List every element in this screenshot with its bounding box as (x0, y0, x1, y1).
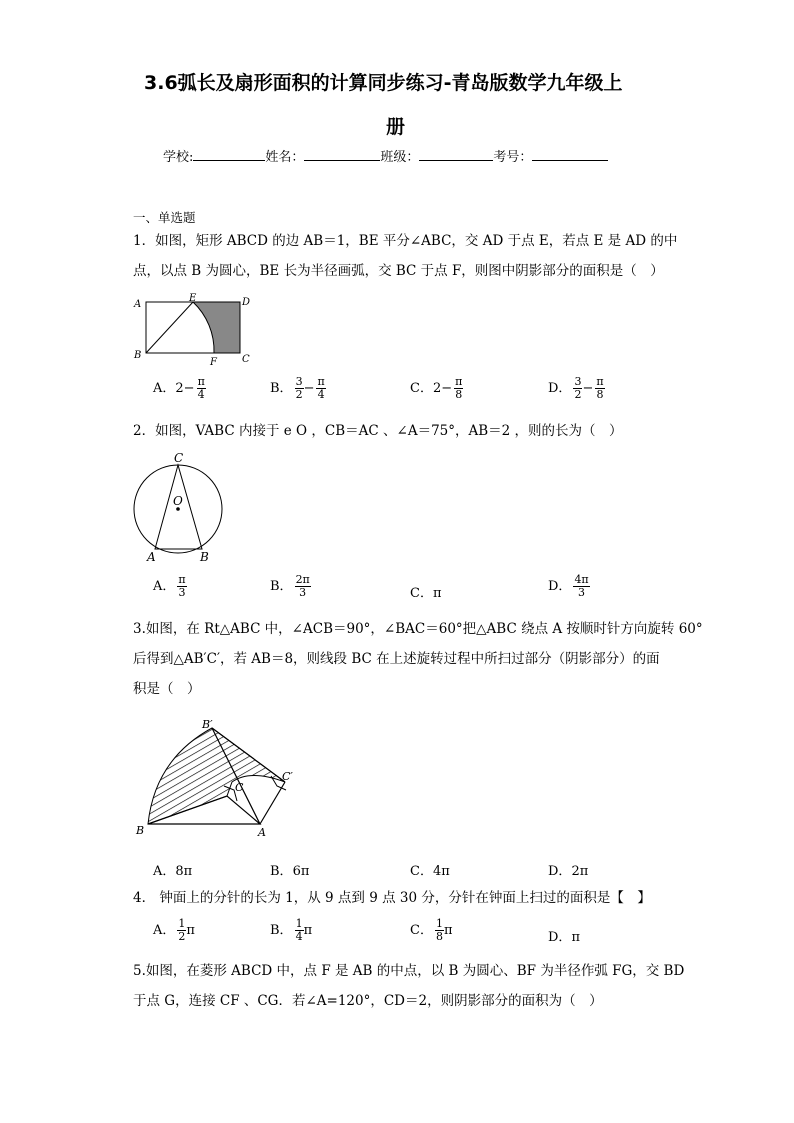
q3-line-1: 3.如图，在 Rt△ABC 中，∠ACB＝90°，∠BAC＝60°把△ABC 绕点 A 按顺时针方向旋转 60° (133, 621, 703, 637)
class-label: 班级： (380, 150, 420, 165)
q3-label-b: B (136, 824, 145, 837)
q2-option-c[interactable]: C．π (410, 586, 442, 601)
q1-option-d[interactable]: D． $\frac{3}{2}$ − $\frac{\pi}{8}$ (548, 375, 604, 401)
q5-line-1: 5.如图，在菱形 ABCD 中，点 F 是 AB 的中点，以 B 为圆心、BF 为半径作弧 FG，交 BD (133, 963, 685, 979)
q2-line-1: 2．如图，VABC 内接于 e O ，CB＝AC 、∠A＝75°，AB＝2 ，则的长为（ ） (133, 423, 623, 439)
q4-line-1: 4． 钟面上的分针的长为 1，从 9 点到 9 点 30 分，分针在钟面上扫过的面积是【 】 (133, 890, 651, 906)
q2-option-b[interactable]: B． $\frac{2\pi}{3}$ (270, 573, 310, 599)
q1-figure (128, 292, 258, 368)
q2-label-c: C (174, 451, 184, 465)
q3-label-c-prime: C′ (282, 770, 293, 783)
q5-line-2: 于点 G，连接 CF 、CG．若∠A=120°，CD＝2，则阴影部分的面积为（ ） (133, 993, 603, 1009)
q4-option-c[interactable]: C． $\frac{1}{8}$ π (410, 917, 453, 943)
q2-label-b: B (200, 550, 209, 564)
q1-label-e: E (189, 293, 197, 304)
q1-line-1: 1．如图，矩形 ABCD 的边 AB＝1，BE 平分∠ABC，交 AD 于点 E，若点 E 是 AD 的中 (133, 233, 678, 249)
q1-label-c: C (242, 354, 250, 365)
q3-line-3: 积是（ ） (133, 681, 201, 697)
q1-option-a[interactable]: A．2− $\frac{\pi}{4}$ (153, 375, 205, 401)
number-blank[interactable] (532, 148, 608, 161)
q2-figure (126, 448, 232, 566)
q3-label-c: C (235, 781, 244, 794)
q2-option-a[interactable]: A． $\frac{\pi}{3}$ (153, 573, 186, 599)
name-label: 姓名： (265, 150, 305, 165)
title-line-2: 册 (386, 116, 406, 138)
q1-option-b[interactable]: B． $\frac{3}{2}$ − $\frac{\pi}{4}$ (270, 375, 325, 401)
q2-label-o: O (173, 494, 183, 508)
q4-option-a[interactable]: A． $\frac{1}{2}$ π (153, 917, 195, 943)
q1-label-b: B (134, 350, 142, 361)
q1-label-f: F (210, 357, 217, 368)
student-info-row (163, 146, 608, 165)
school-label: 学校: (163, 150, 194, 165)
q3-label-b-prime: B′ (202, 718, 213, 731)
school-blank[interactable] (193, 148, 265, 161)
q3-option-d[interactable]: D．2π (548, 864, 589, 879)
number-label: 考号： (493, 150, 533, 165)
q3-option-c[interactable]: C．4π (410, 864, 450, 879)
q1-label-d: D (242, 297, 251, 308)
q1-label-a: A (134, 299, 142, 310)
q2-option-d[interactable]: D． $\frac{4\pi}{3}$ (548, 573, 589, 599)
class-blank[interactable] (419, 148, 493, 161)
q3-option-a[interactable]: A．8π (153, 864, 193, 879)
q1-option-c[interactable]: C．2− $\frac{\pi}{8}$ (410, 375, 463, 401)
q2-label-a: A (147, 550, 156, 564)
q4-option-b[interactable]: B． $\frac{1}{4}$ π (270, 917, 313, 943)
q1-line-2: 点，以点 B 为圆心，BE 长为半径画弧，交 BC 于点 F，则图中阴影部分的面积是（ ） (133, 263, 664, 279)
q4-option-d[interactable]: D．π (548, 930, 580, 945)
name-blank[interactable] (304, 148, 380, 161)
section-heading: 一、单选题 (133, 210, 196, 225)
q3-label-a: A (258, 826, 266, 838)
title-line-1: 3.6弧长及扇形面积的计算同步练习-青岛版数学九年级上 (144, 72, 623, 94)
q3-figure (130, 714, 305, 838)
q3-option-b[interactable]: B．6π (270, 864, 310, 879)
q3-line-2: 后得到△AB′C′，若 AB＝8，则线段 BC 在上述旋转过程中所扫过部分（阴影部分）的面 (133, 651, 660, 667)
